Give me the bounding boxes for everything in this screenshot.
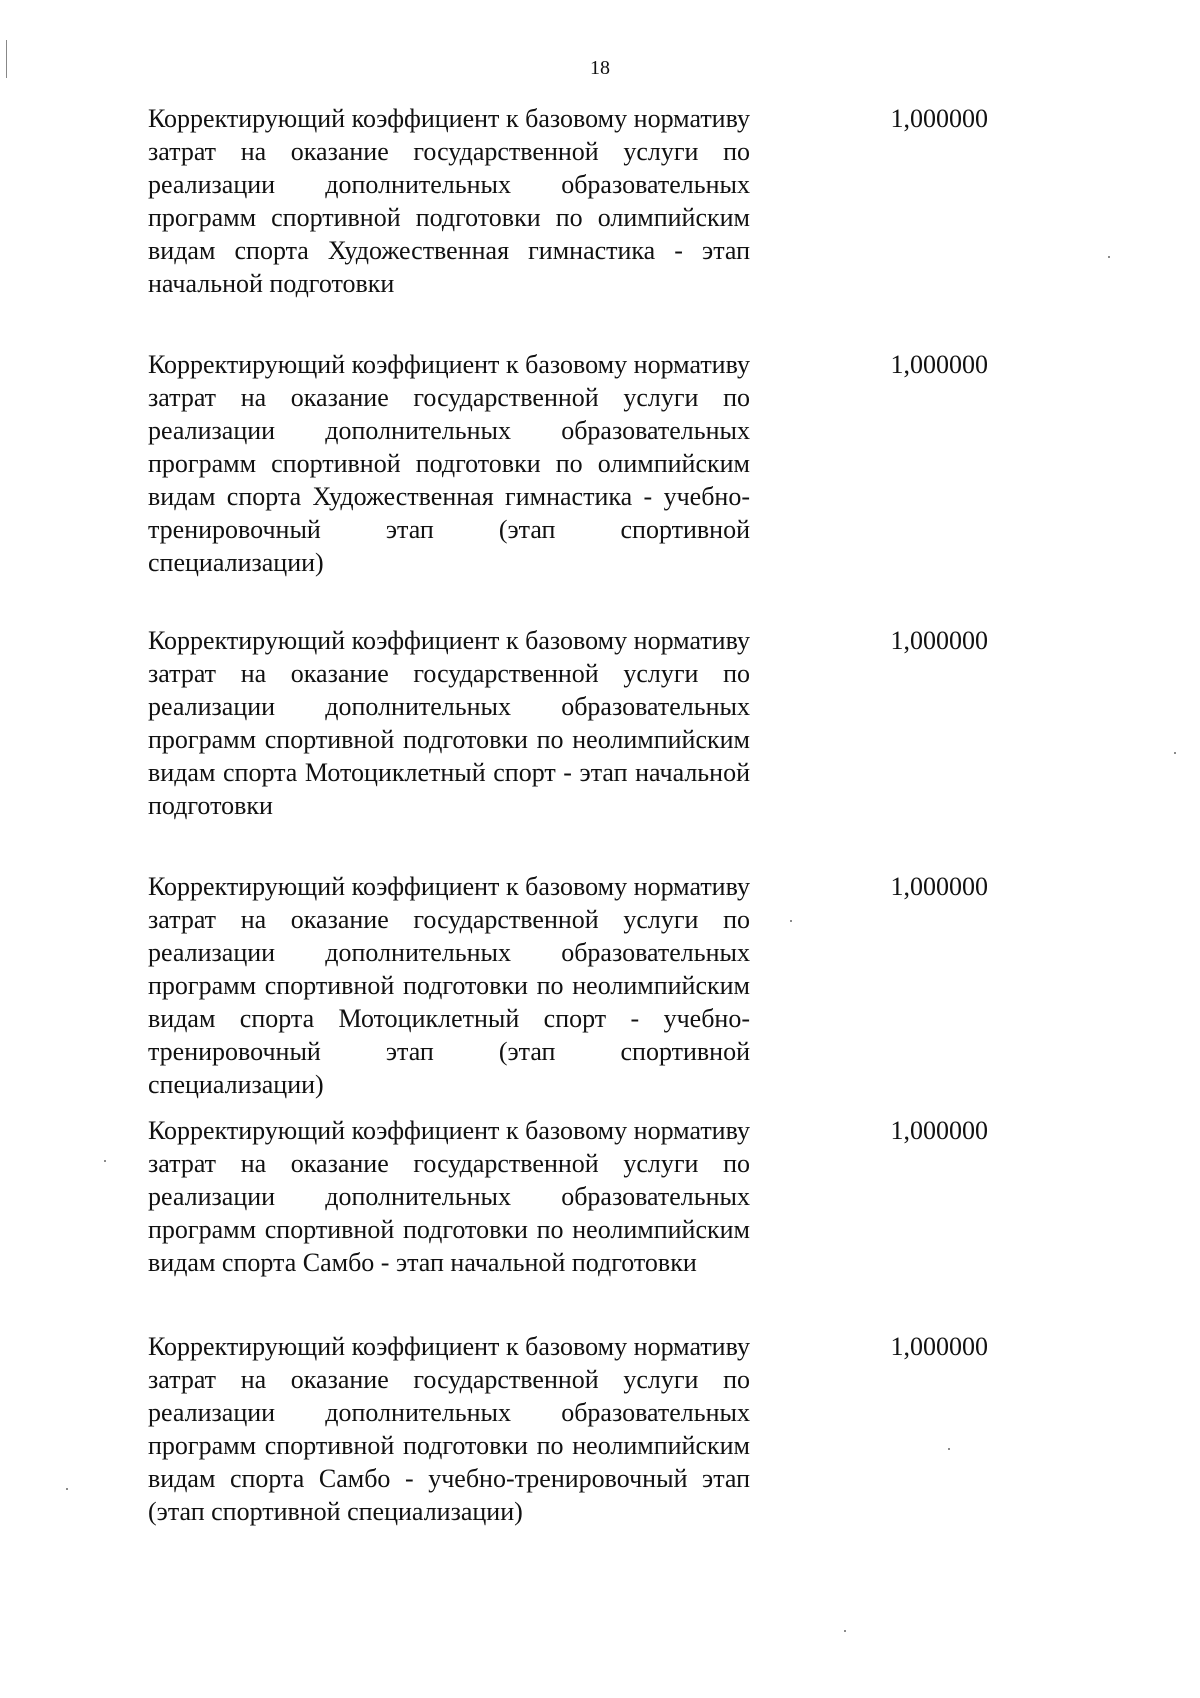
scan-speck	[790, 920, 792, 922]
scan-speck	[844, 1630, 846, 1632]
coefficient-description: Корректирующий коэффициент к базовому нормативу затрат на оказание государственной услуги по реализации дополнительных образовательных программ спортивной подготовки по неолимпийским видам спорта Мотоциклетный спорт - этап начальной подготовки	[148, 626, 750, 820]
coefficient-description: Корректирующий коэффициент к базовому нормативу затрат на оказание государственной услуги по реализации дополнительных образовательных программ спортивной подготовки по неолимпийским видам спорта Мотоциклетный спорт - учебно-тренировочный этап (этап спортивной специализации)	[148, 872, 750, 1099]
scan-speck	[66, 1488, 68, 1490]
scan-speck	[948, 1448, 950, 1450]
coefficient-value: 1,000000	[890, 104, 988, 133]
page-number: 18	[590, 57, 610, 79]
coefficient-value: 1,000000	[890, 1332, 988, 1361]
scan-speck	[1174, 752, 1176, 754]
coefficient-value: 1,000000	[890, 872, 988, 901]
scan-speck	[1108, 256, 1110, 258]
coefficient-description: Корректирующий коэффициент к базовому нормативу затрат на оказание государственной услуги по реализации дополнительных образовательных программ спортивной подготовки по неолимпийским видам спорта Самбо - этап начальной подготовки	[148, 1116, 750, 1277]
coefficient-value: 1,000000	[890, 1116, 988, 1145]
coefficient-description: Корректирующий коэффициент к базовому нормативу затрат на оказание государственной услуги по реализации дополнительных образовательных программ спортивной подготовки по олимпийским видам спорта Художественная гимнастика - учебно-тренировочный этап (этап спортивной специализации)	[148, 350, 750, 577]
coefficient-description: Корректирующий коэффициент к базовому нормативу затрат на оказание государственной услуги по реализации дополнительных образовательных программ спортивной подготовки по неолимпийским видам спорта Самбо - учебно-тренировочный этап (этап спортивной специализации)	[148, 1332, 750, 1526]
coefficient-description: Корректирующий коэффициент к базовому нормативу затрат на оказание государственной услуги по реализации дополнительных образовательных программ спортивной подготовки по олимпийским видам спорта Художественная гимнастика - этап начальной подготовки	[148, 104, 750, 298]
coefficient-value: 1,000000	[890, 350, 988, 379]
coefficient-value: 1,000000	[890, 626, 988, 655]
scan-speck	[104, 1160, 106, 1162]
